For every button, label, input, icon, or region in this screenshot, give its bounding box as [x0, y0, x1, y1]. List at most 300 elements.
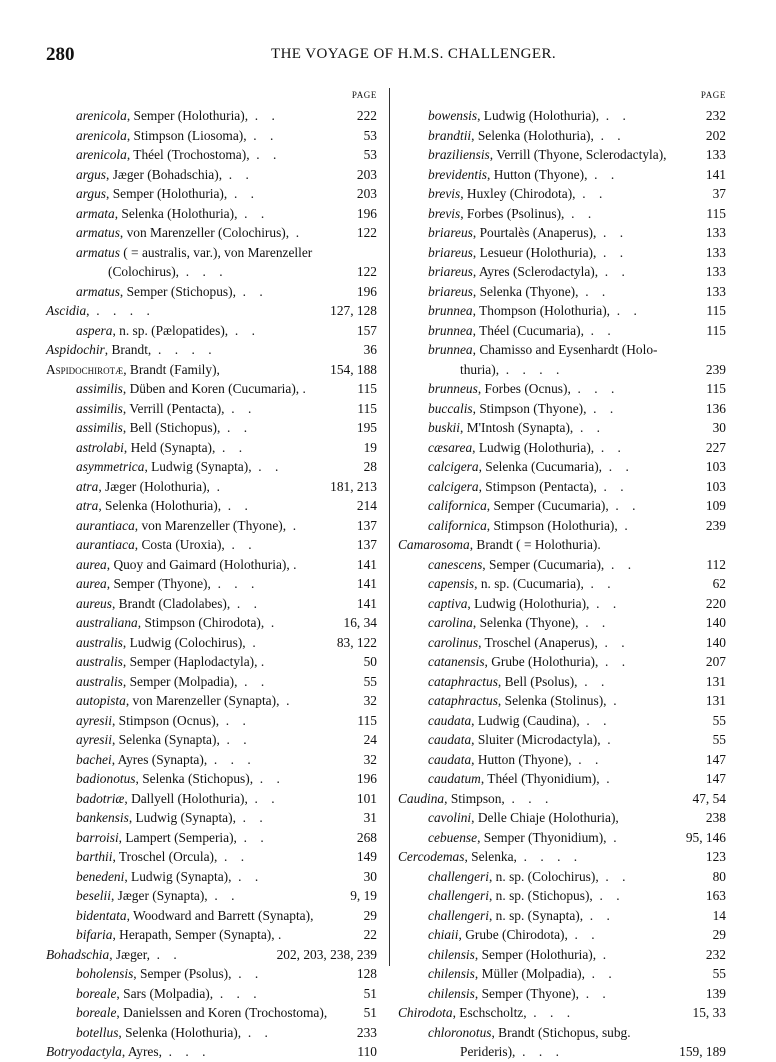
index-authority: , Stimpson,: [444, 790, 505, 806]
index-term: californica: [428, 498, 487, 513]
index-entry-text: [76, 886, 234, 906]
page-reference: 140: [705, 615, 726, 630]
index-entry: [398, 145, 728, 165]
index-term: argus: [76, 166, 107, 182]
leader-dots: . . .: [210, 576, 255, 591]
index-entry: [398, 126, 728, 146]
index-entry: [46, 789, 379, 809]
index-authority: , Semper (Cucumaria),: [482, 556, 605, 572]
page-reference: 15, 33: [692, 1005, 726, 1020]
index-entry: [46, 847, 379, 867]
index-entry: [398, 379, 728, 399]
leader-dots: . .: [219, 732, 247, 747]
index-authority: , von Marenzeller (Thyone),: [134, 517, 287, 533]
index-entry-text: [76, 828, 264, 848]
leader-dots: .: [606, 829, 617, 845]
leader-dots: .: [264, 615, 275, 630]
index-authority: , Ludwig (Synapta),: [124, 868, 232, 884]
index-entry: [398, 711, 728, 731]
index-entry-text: [76, 418, 247, 438]
page-reference: 53: [363, 147, 377, 162]
index-authority: , Herapath, Semper (Synapta),: [112, 927, 275, 942]
index-entry: [398, 106, 728, 126]
index-authority: , Eschscholtz,: [452, 1005, 527, 1020]
page-reference: 131: [705, 673, 726, 689]
index-authority: , Selenka (Holothuria),: [118, 1024, 242, 1040]
index-entry: [46, 106, 379, 126]
index-term: bankensis: [76, 810, 129, 825]
index-entry: [398, 1023, 728, 1062]
leader-dots: . .: [573, 420, 601, 435]
index-authority: , Delle Chiaje (Holothuria),: [471, 810, 619, 825]
page-reference: 83, 122: [336, 634, 377, 650]
page-column-heading: PAGE: [700, 90, 726, 100]
index-entry: [46, 399, 379, 419]
index-authority: , Selenka (Stolinus),: [497, 693, 607, 708]
leader-dots: . .: [564, 205, 592, 221]
index-authority: , Théel (Trochostoma),: [126, 147, 250, 162]
index-entry: [46, 867, 379, 887]
index-entry: [46, 126, 379, 146]
index-term: cataphractus: [428, 673, 498, 689]
index-authority: , Forbes (Ocnus),: [477, 381, 571, 396]
index-term: australis: [76, 673, 123, 689]
index-entry-text: [428, 984, 606, 1004]
index-entry: [46, 886, 379, 906]
index-entry-list: [398, 106, 728, 1062]
index-term: bowensis: [428, 108, 478, 123]
page-reference: 112: [706, 556, 726, 572]
index-entry-text: [428, 204, 591, 224]
index-authority: , Ludwig (Holothuria),: [467, 595, 590, 611]
index-entry-text: [428, 438, 621, 458]
running-title: THE VOYAGE OF H.M.S. CHALLENGER.: [271, 46, 557, 62]
index-entry-text: [76, 516, 296, 536]
index-term: aurea: [76, 576, 107, 591]
index-term: arenicola: [76, 147, 127, 162]
index-term: chilensis: [428, 946, 475, 962]
index-entry-text: [76, 789, 275, 809]
index-authority: , Selenka (Stichopus),: [135, 771, 254, 786]
index-entry: [46, 613, 379, 633]
index-term: challengeri: [428, 907, 489, 923]
leader-dots: .: [274, 927, 282, 942]
page-reference: 136: [705, 400, 726, 416]
index-authority: , Forbes (Psolinus),: [460, 205, 565, 221]
index-continuation: (Colochirus),: [108, 264, 180, 279]
page-reference: 141: [356, 595, 377, 611]
index-entry: [398, 1003, 728, 1023]
index-entry-text: [76, 457, 278, 477]
leader-dots: . .: [586, 400, 614, 416]
leader-dots: . .: [235, 283, 263, 299]
leader-dots: . . .: [515, 1044, 559, 1059]
leader-dots: . .: [235, 810, 263, 825]
index-authority: , Ayres,: [121, 1044, 162, 1059]
leader-dots: . .: [231, 966, 259, 981]
index-entry-text: [76, 925, 281, 945]
index-authority: , Ludwig (Synapta),: [144, 459, 252, 474]
index-entry-text: [76, 145, 276, 165]
index-authority: , Jæger (Synapta),: [110, 888, 208, 903]
leader-dots: . . . .: [499, 361, 560, 377]
index-entry: [398, 184, 728, 204]
index-entry: [46, 574, 379, 594]
index-entry: [46, 457, 379, 477]
index-continuation: thuria),: [460, 361, 500, 377]
index-entry: [46, 925, 379, 945]
leader-dots: .: [257, 654, 265, 669]
index-term: assimilis: [76, 420, 123, 435]
index-term: californica: [428, 517, 487, 533]
index-entry-text: [428, 126, 621, 146]
leader-dots: . .: [579, 712, 607, 728]
leader-dots: . .: [246, 127, 274, 143]
page-reference: 141: [356, 576, 377, 591]
index-entry: [46, 496, 379, 516]
index-authority: , Sars (Molpadia),: [116, 985, 214, 1001]
leader-dots: . .: [230, 595, 258, 611]
index-term: calcigera: [428, 459, 479, 474]
index-authority: , Selenka (Holothuria),: [98, 498, 222, 513]
index-term: botellus: [76, 1024, 119, 1040]
index-entry: [398, 301, 728, 321]
index-entry: [398, 340, 728, 379]
index-authority: , n. sp. (Colochirus),: [488, 868, 599, 884]
leader-dots: . .: [594, 439, 621, 455]
index-authority: , Bell (Stichopus),: [122, 420, 221, 435]
index-term: chilensis: [428, 985, 475, 1001]
index-entry-text: [76, 711, 246, 731]
index-term: caudata: [428, 712, 472, 728]
index-authority: , Hutton (Thyone),: [487, 166, 588, 182]
page-reference: 115: [706, 322, 726, 338]
page-reference: 37: [712, 186, 726, 201]
index-entry-text: [76, 984, 257, 1004]
index-entry: [46, 555, 379, 575]
index-entry: [46, 1023, 379, 1043]
page-reference: 36: [363, 342, 377, 357]
leader-dots: . .: [608, 498, 636, 513]
index-authority: , Pourtalès (Anaperus),: [472, 225, 597, 240]
index-term: beselii: [76, 888, 111, 903]
index-term: Botryodactyla: [46, 1044, 122, 1059]
index-entry-text: [428, 672, 604, 692]
leader-dots: . .: [253, 771, 280, 786]
leader-dots: . .: [575, 186, 603, 201]
index-term: argus: [76, 186, 107, 201]
leader-dots: . . .: [179, 264, 223, 279]
leader-dots: . .: [593, 127, 621, 143]
index-entry-text: [76, 808, 263, 828]
index-entry: [46, 321, 379, 341]
index-authority: , Dallyell (Holothuria),: [124, 790, 248, 806]
page-reference: 9, 19: [350, 888, 377, 903]
index-column-left: [46, 84, 379, 1062]
index-term: armata: [76, 205, 115, 221]
index-authority: , Selenka (Synapta),: [111, 732, 220, 747]
index-entry-text: [46, 1042, 205, 1062]
index-term: brevis: [428, 186, 461, 201]
index-term: armatus: [76, 283, 120, 299]
page-number: 280: [46, 44, 75, 65]
page-reference: 127, 128: [330, 303, 377, 318]
page-reference: 29: [363, 907, 377, 923]
index-entry-text: [428, 418, 600, 438]
index-entry-text: [428, 516, 628, 536]
index-authority: , Jæger (Holothuria),: [98, 478, 210, 494]
leader-dots: . .: [577, 673, 605, 689]
index-entry-text: [46, 301, 150, 321]
leader-dots: . .: [220, 420, 248, 435]
index-entry: [398, 477, 728, 497]
index-authority: , Théel (Cucumaria),: [472, 322, 584, 338]
page-reference: 103: [705, 478, 726, 494]
index-entry-text: [428, 750, 598, 770]
index-term: chloronotus: [428, 1024, 492, 1040]
index-term: astrolabi: [76, 439, 124, 455]
index-entry: [398, 496, 728, 516]
index-entry: [46, 516, 379, 536]
page-reference: 133: [705, 283, 726, 299]
index-authority: , Costa (Uroxia),: [134, 537, 225, 552]
index-entry: [46, 633, 379, 653]
page-reference: 30: [363, 868, 377, 884]
index-entry: [46, 652, 379, 672]
index-entry-text: [76, 691, 289, 711]
index-authority: , Ayres (Synapta),: [111, 751, 208, 767]
index-term: challengeri: [428, 868, 489, 884]
page-reference: 202: [705, 127, 726, 143]
index-entry-text: [428, 691, 617, 711]
page-reference: 268: [356, 829, 377, 845]
index-entry: [398, 399, 728, 419]
index-entry-text: [76, 282, 263, 302]
index-term: aurea: [76, 556, 107, 572]
index-entry: [398, 204, 728, 224]
index-term: cataphractus: [428, 693, 498, 708]
index-term: briareus: [428, 264, 473, 279]
index-entry-text: [76, 750, 251, 770]
index-authority: , Müller (Molpadia),: [474, 966, 585, 981]
leader-dots: . .: [567, 927, 595, 942]
page-reference: 28: [363, 459, 377, 474]
index-entry-text: [76, 555, 296, 575]
index-entry: [398, 652, 728, 672]
index-entry-text: [428, 399, 613, 419]
index-authority: , Danielssen and Koren (Trochostoma),: [116, 1005, 328, 1020]
index-term: brunnea: [428, 303, 473, 318]
leader-dots: . .: [587, 166, 615, 182]
index-term: australis: [76, 654, 123, 669]
index-entry-text: [398, 789, 548, 809]
index-term: Aspidochir: [46, 342, 105, 357]
index-term: bifaria: [76, 927, 113, 942]
index-authority: , Düben and Koren (Cucumaria),: [122, 381, 300, 396]
index-entry-text: [428, 555, 631, 575]
index-entry: [46, 184, 379, 204]
index-term: aurantiaca: [76, 537, 135, 552]
leader-dots: . .: [589, 595, 617, 611]
page-reference: 32: [363, 751, 377, 767]
index-entry-text: [76, 379, 306, 399]
index-authority: , Stimpson (Thyone),: [472, 400, 587, 416]
leader-dots: . .: [237, 205, 265, 221]
index-authority: , Stimpson (Liosoma),: [126, 127, 247, 143]
index-continuation: Perideris),: [460, 1044, 516, 1059]
index-term: carolinus: [428, 634, 479, 650]
index-entry: [46, 204, 379, 224]
leader-dots: . .: [584, 966, 612, 981]
leader-dots: . .: [583, 322, 611, 338]
index-entry-text: [76, 730, 247, 750]
leader-dots: . .: [149, 946, 177, 962]
leader-dots: .: [600, 732, 611, 747]
index-term: boreale: [76, 1005, 117, 1020]
index-entry: [398, 984, 728, 1004]
index-authority: , Semper (Thyonidium),: [477, 829, 607, 845]
index-entry-text: [46, 360, 220, 380]
index-entry: [46, 360, 379, 380]
index-entry: [398, 925, 728, 945]
index-entry: [398, 964, 728, 984]
index-term: Caudina: [398, 790, 445, 806]
index-term: assimilis: [76, 400, 123, 416]
page-reference: 115: [357, 400, 377, 416]
index-authority: , n. sp. (Stichopus),: [488, 888, 593, 903]
page-reference: 115: [357, 712, 377, 728]
index-term: canescens: [428, 556, 483, 572]
index-term: catanensis: [428, 654, 485, 669]
index-authority: , Ludwig (Colochirus),: [122, 634, 246, 650]
index-entry-text: [428, 145, 667, 165]
page-reference: 149: [356, 849, 377, 864]
index-term: Ascidia: [46, 303, 87, 318]
page-reference: 29: [712, 927, 726, 942]
leader-dots: . .: [237, 673, 265, 689]
index-entry-text: [428, 165, 614, 185]
column-divider: [389, 88, 390, 966]
index-authority: , Semper (Thyone),: [106, 576, 211, 591]
index-entry-text: [428, 945, 606, 965]
index-term: boholensis: [76, 966, 134, 981]
index-authority: , Brandt ( = Holothuria).: [469, 537, 601, 552]
leader-dots: .: [289, 225, 300, 240]
index-entry: [46, 223, 379, 243]
page-reference: 207: [705, 654, 726, 669]
page-reference: 203: [356, 186, 377, 201]
index-term: cebuense: [428, 829, 478, 845]
index-authority: , Ludwig (Synapta),: [128, 810, 236, 825]
index-entry-text: [76, 964, 258, 984]
index-entry-text: [76, 165, 249, 185]
index-entry: [46, 301, 379, 321]
page-reference: 55: [712, 732, 726, 747]
page-reference: 80: [712, 868, 726, 884]
index-entry: [398, 457, 728, 477]
index-entry: [398, 574, 728, 594]
page-reference: 115: [706, 381, 726, 396]
index-entry: [46, 594, 379, 614]
page-reference: 95, 146: [685, 829, 726, 845]
index-authority: , Stimpson (Ocnus),: [111, 712, 220, 728]
leader-dots: . .: [578, 283, 606, 299]
page-reference: 227: [705, 439, 726, 455]
page-reference: 133: [705, 264, 726, 279]
index-term: armatus: [76, 225, 120, 240]
page-reference: 51: [363, 985, 377, 1001]
index-term: arenicola: [76, 127, 127, 143]
index-entry: [46, 906, 379, 926]
leader-dots: . .: [224, 400, 252, 416]
index-entry-text: [428, 808, 619, 828]
page-column-heading: PAGE: [351, 90, 377, 100]
index-entry: [398, 418, 728, 438]
index-term: chiaii: [428, 927, 459, 942]
index-entry-text: [46, 340, 212, 360]
index-entry: [46, 535, 379, 555]
index-entry-text: [76, 847, 244, 867]
index-entry-text: [428, 379, 614, 399]
page-reference: 181, 213: [330, 478, 377, 494]
index-entry: [46, 808, 379, 828]
index-authority: , Quoy and Gaimard (Holothuria),: [106, 556, 290, 572]
index-term: calcigera: [428, 478, 479, 494]
index-entry: [46, 984, 379, 1004]
leader-dots: . .: [231, 868, 259, 884]
leader-dots: . . .: [161, 1044, 206, 1059]
index-entry: [46, 340, 379, 360]
index-entry-text: [428, 106, 626, 126]
leader-dots: .: [279, 693, 290, 708]
index-entry: [46, 145, 379, 165]
page-reference: 232: [705, 108, 726, 123]
index-term: aurantiaca: [76, 517, 135, 533]
index-term: aspera: [76, 322, 113, 338]
leader-dots: . .: [602, 459, 629, 474]
page-reference: 53: [363, 127, 377, 143]
index-authority: , Brandt,: [104, 342, 152, 357]
index-authority: , Ludwig (Holothuria),: [477, 108, 600, 123]
leader-dots: . .: [236, 829, 264, 845]
page-reference: 238: [705, 810, 726, 825]
index-authority: , Semper (Holothuria),: [474, 946, 597, 962]
index-authority: , Huxley (Chirodota),: [460, 186, 576, 201]
index-entry: [46, 769, 379, 789]
page-reference: 137: [356, 537, 377, 552]
index-entry: [398, 516, 728, 536]
index-entry: [46, 1003, 379, 1023]
index-term: barthii: [76, 849, 113, 864]
index-term: braziliensis: [428, 147, 490, 162]
page-reference: 110: [357, 1044, 377, 1059]
index-entry: [398, 633, 728, 653]
index-entry-text: [76, 867, 258, 887]
page-reference: 239: [705, 517, 726, 533]
index-term: barroisi: [76, 829, 119, 845]
index-authority: , Ayres (Sclerodactyla),: [472, 264, 599, 279]
leader-dots: . .: [596, 478, 624, 494]
index-authority: , n. sp. (Pælopatides),: [112, 322, 229, 338]
index-authority: , Lampert (Semperia),: [118, 829, 237, 845]
leader-dots: . .: [583, 907, 610, 923]
index-term: australiana: [76, 615, 138, 630]
index-term: caudata: [428, 751, 472, 767]
index-entry: [46, 438, 379, 458]
index-entry-text: [76, 399, 251, 419]
index-authority: , Semper (Haplodactyla),: [122, 654, 258, 669]
index-entry: [398, 730, 728, 750]
